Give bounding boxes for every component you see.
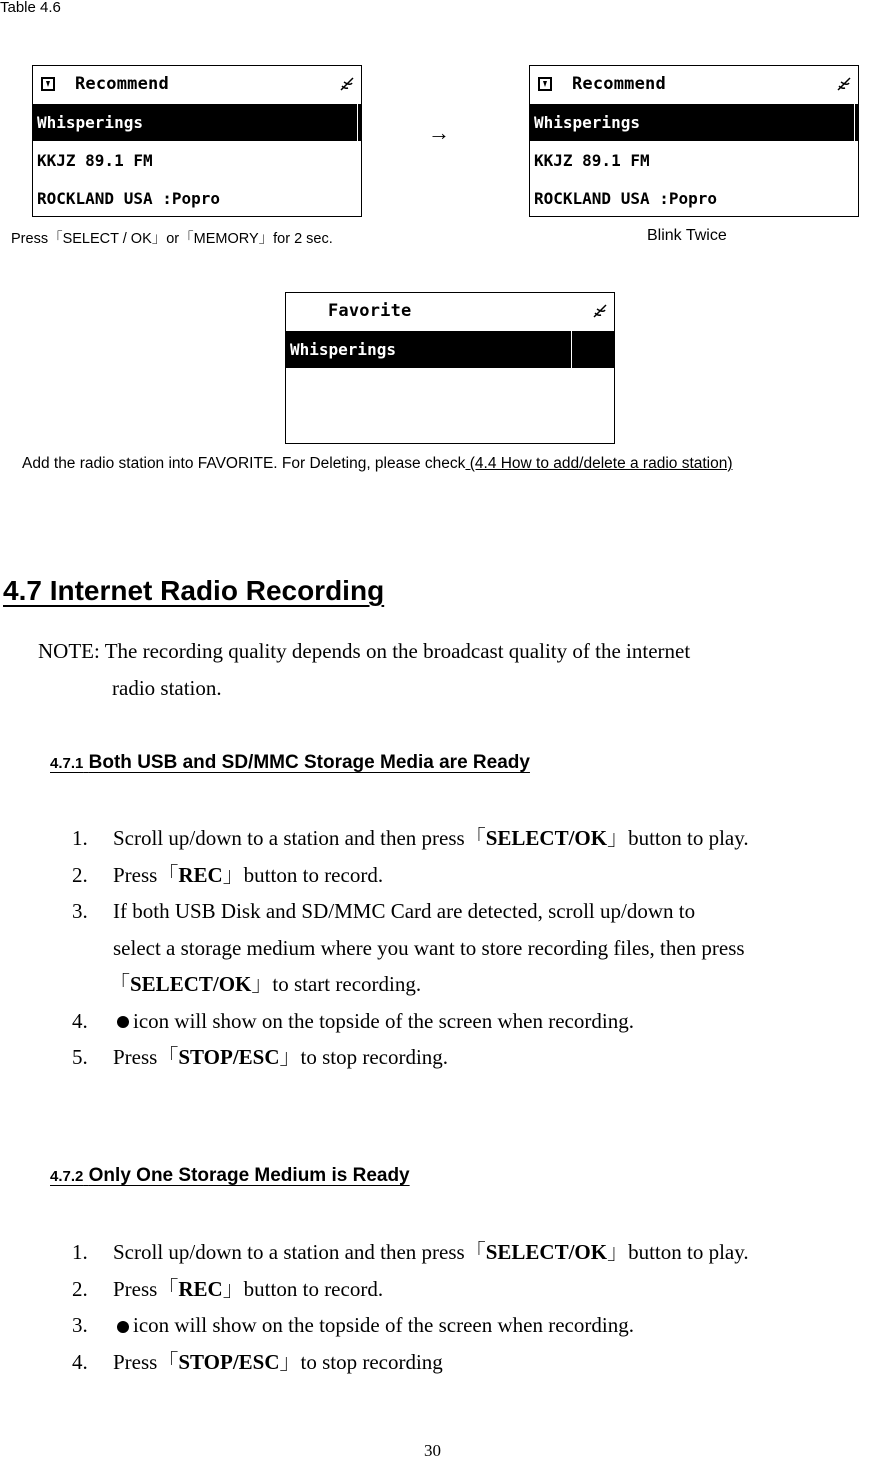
- lcd-title-bar: [286, 293, 614, 331]
- steps-list-4-7-2: [72, 1234, 749, 1380]
- signal-strength-icon: [836, 76, 852, 92]
- favorite-caption-text: Add the radio station into FAVORITE. For Deleting, please check: [22, 455, 466, 472]
- down-arrow-box-icon: [41, 77, 55, 91]
- screen-a-caption: Press「SELECT / OK」or「MEMORY」for 2 sec.: [11, 231, 333, 247]
- station-name: KKJZ 89.1 FM: [534, 151, 650, 170]
- lcd-title: Recommend: [75, 74, 169, 94]
- lcd-row: [33, 142, 361, 179]
- lcd-screen-recommend-before: [32, 65, 362, 217]
- list-item: 1. Scroll up/down to a station and then press「SELECT/OK」button to play.: [72, 826, 749, 850]
- lcd-row-selected: [33, 104, 361, 141]
- section-reference-link[interactable]: (4.4 How to add/delete a radio station): [465, 455, 733, 472]
- station-name: Whisperings: [37, 113, 143, 132]
- table-label: Table 4.6: [0, 0, 61, 16]
- station-name: ROCKLAND USA :Popro: [37, 189, 221, 208]
- list-item: 1. Scroll up/down to a station and then press「SELECT/OK」button to play.: [72, 1240, 749, 1264]
- subsection-heading: Both USB and SD/MMC Storage Media are Ready: [88, 752, 530, 773]
- lcd-title-bar: [33, 66, 361, 104]
- lcd-row: [33, 180, 361, 217]
- list-item: 2. Press「REC」button to record.: [72, 862, 384, 887]
- station-name: Whisperings: [290, 340, 396, 359]
- subsection-number: 4.7.1: [50, 755, 84, 772]
- steps-list-4-7-1: [72, 820, 749, 1076]
- list-item: 3. icon will show on the topside of the screen when recording.: [72, 1313, 634, 1337]
- list-item: 4. icon will show on the topside of the screen when recording.: [72, 1008, 634, 1033]
- recording-dot-icon: [117, 1321, 129, 1333]
- list-item: 4. Press「STOP/ESC」to stop recording: [72, 1349, 443, 1374]
- subsection-title-4-7-1: [50, 752, 530, 774]
- subsection-heading: Only One Storage Medium is Ready: [88, 1165, 410, 1186]
- signal-strength-icon: [339, 76, 355, 92]
- station-name: ROCKLAND USA :Popro: [534, 189, 718, 208]
- down-arrow-box-icon: [538, 77, 552, 91]
- lcd-title-bar: [530, 66, 858, 104]
- screen-b-caption: Blink Twice: [647, 227, 727, 244]
- station-name: Whisperings: [534, 113, 640, 132]
- lcd-row: [530, 142, 858, 179]
- list-item: 3. If both USB Disk and SD/MMC Card are detected, scroll up/down to: [72, 899, 696, 923]
- page-number: 30: [424, 1441, 441, 1460]
- recording-dot-icon: [117, 1016, 129, 1028]
- list-item: 5. Press「STOP/ESC」to stop recording.: [72, 1045, 449, 1069]
- signal-strength-icon: [592, 303, 608, 319]
- note-line-1: NOTE: The recording quality depends on the broadcast quality of the internet: [38, 639, 691, 663]
- station-name: KKJZ 89.1 FM: [37, 151, 153, 170]
- transition-arrow: →: [428, 120, 450, 145]
- subsection-title-4-7-2: [50, 1165, 410, 1187]
- lcd-title: Favorite: [328, 301, 412, 321]
- lcd-row-selected: [530, 104, 858, 141]
- list-item-continuation: select a storage medium where you want to store recording files, then press: [113, 935, 745, 960]
- lcd-title: Recommend: [572, 74, 666, 94]
- lcd-row-selected: [286, 331, 614, 368]
- subsection-number: 4.7.2: [50, 1168, 84, 1185]
- note-line-2: radio station.: [112, 676, 222, 700]
- section-title: 4.7 Internet Radio Recording: [3, 575, 385, 606]
- lcd-screen-favorite: [285, 292, 615, 444]
- lcd-row: [530, 180, 858, 217]
- lcd-screen-recommend-after: [529, 65, 859, 217]
- favorite-caption: [22, 455, 733, 473]
- list-item-continuation: 「SELECT/OK」to start recording.: [109, 972, 422, 996]
- list-item: 2. Press「REC」button to record.: [72, 1276, 384, 1301]
